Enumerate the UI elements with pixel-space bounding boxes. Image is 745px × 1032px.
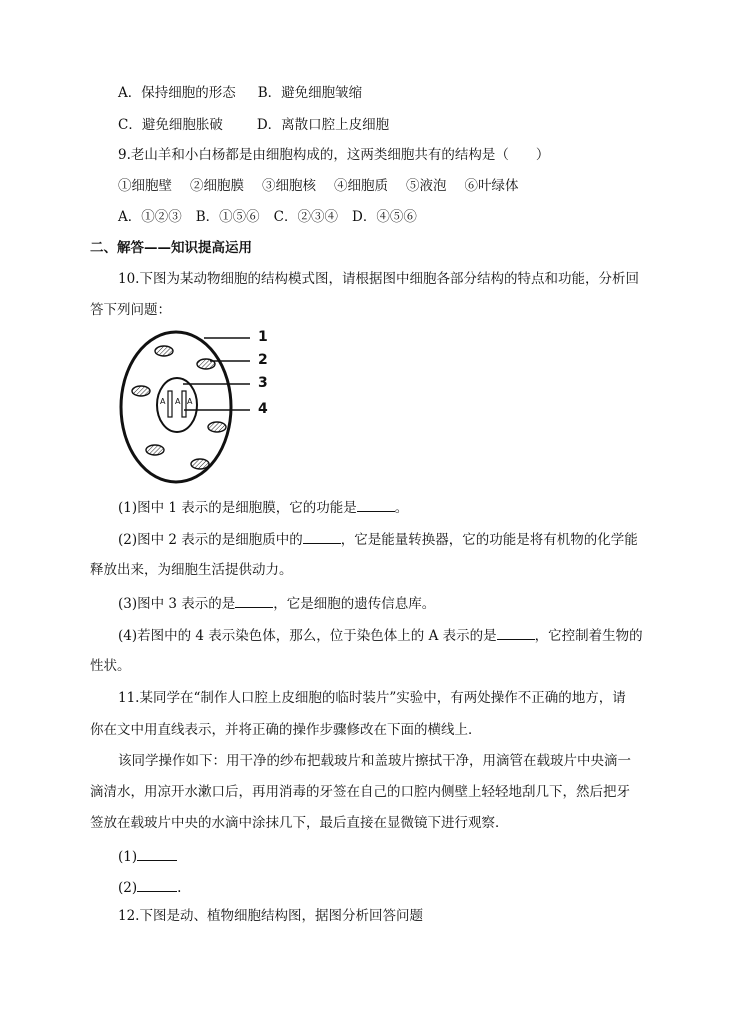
answer-blank[interactable] [357,497,395,512]
figure-label-3: 3 [258,375,268,391]
chromosome [182,391,186,417]
q11-answer-label: (1) [118,849,138,865]
q10-sub2 [118,529,638,549]
q11-answer-2 [118,877,181,897]
q9-options [118,208,417,226]
q10-sub4-text: ，它控制着生物的 [534,628,643,644]
q9-option-b: B．①⑤⑥ [195,209,260,225]
q11-stem-line2: 你在文中用直线表示，并将正确的操作步骤修改在下面的横线上． [90,722,482,738]
mitochondrion [132,386,150,396]
mitochondrion [191,459,209,469]
answer-blank[interactable] [137,846,177,861]
q10-sub3-text: (3)图中 3 表示的是 [118,596,236,612]
q12-stem: 12.下图是动、植物细胞结构图，据图分析回答问题 [118,908,423,924]
cell-membrane [121,332,231,482]
q10-sub2-text: ，它是能量转换器，它的功能是将有机物的化学能 [340,532,638,548]
q10-sub4-cont: 性状。 [90,658,131,674]
q10-sub4 [118,625,643,645]
q10-sub1 [118,497,408,517]
chromosome [168,391,172,417]
q10-sub3-text: ，它是细胞的遗传信息库。 [273,596,436,612]
gene-letter: A [187,397,193,406]
mitochondrion [208,422,226,432]
q8-option-row-1 [118,84,362,102]
q10-sub2-cont: 释放出来，为细胞生活提供动力。 [90,562,293,578]
mitochondrion [146,445,164,455]
q11-para-line2: 滴清水，用凉开水漱口后，再用消毒的牙签在自己的口腔内侧壁上轻轻地刮几下，然后把牙 [90,784,630,800]
gene-letter: A [160,397,166,406]
answer-blank[interactable] [137,877,177,892]
q8-option-d: D．离散口腔上皮细胞 [256,117,390,133]
q11-stem-line1: 11.某同学在“制作人口腔上皮细胞的临时装片”实验中，有两处操作不正确的地方，请 [118,690,626,706]
mitochondrion [155,346,173,356]
q9-item: ②细胞膜 [190,178,244,194]
q10-stem-line1: 10.下图为某动物细胞的结构模式图，请根据图中细胞各部分结构的特点和功能，分析回 [118,271,639,287]
q9-item: ①细胞壁 [118,178,172,194]
answer-blank[interactable] [235,593,273,608]
figure-label-4: 4 [258,401,268,417]
q10-sub1-text: (1)图中 1 表示的是细胞膜，它的功能是 [118,500,357,516]
q10-sub4-text: (4)若图中的 4 表示染色体，那么，位于染色体上的 A 表示的是 [118,628,497,644]
q8-option-b: B．避免细胞皱缩 [257,85,363,101]
q9-option-c: C．②③④ [273,209,339,225]
q8-option-a: A．保持细胞的形态 [118,85,236,101]
q9-item: ⑤液泡 [406,178,447,194]
animal-cell-svg [118,328,278,486]
q9-stem: 9.老山羊和小白杨都是由细胞构成的，这两类细胞共有的结构是（ ） [118,147,550,163]
q8-option-c: C．避免细胞胀破 [118,117,223,133]
q9-item: ⑥叶绿体 [464,178,519,194]
section-heading: 二、解答——知识提高运用 [90,240,252,256]
animal-cell-diagram [118,328,278,486]
q9-item: ④细胞质 [334,178,388,194]
answer-blank[interactable] [303,529,341,544]
q11-answer-label: (2) [118,880,138,896]
figure-label-1: 1 [258,329,268,345]
q10-sub3 [118,593,435,613]
q11-para-line3: 签放在载玻片中央的水滴中涂抹几下，最后直接在显微镜下进行观察． [90,815,509,831]
q11-para-line1: 该同学操作如下：用干净的纱布把载玻片和盖玻片擦拭干净，用滴管在载玻片中央滴一 [118,753,631,769]
punctuation: . [177,880,182,896]
q9-option-a: A．①②③ [118,209,182,225]
gene-letter: A [175,397,181,406]
q10-sub2-text: (2)图中 2 表示的是细胞质中的 [118,532,303,548]
answer-blank[interactable] [497,625,535,640]
q8-option-row-2 [118,116,389,134]
q10-stem-line2: 答下列问题： [90,302,171,318]
q9-item: ③细胞核 [262,178,316,194]
q9-option-d: D．④⑤⑥ [352,209,417,225]
q9-items [118,177,519,195]
punctuation: 。 [394,500,409,516]
q11-answer-1 [118,846,177,866]
figure-label-2: 2 [258,352,268,368]
